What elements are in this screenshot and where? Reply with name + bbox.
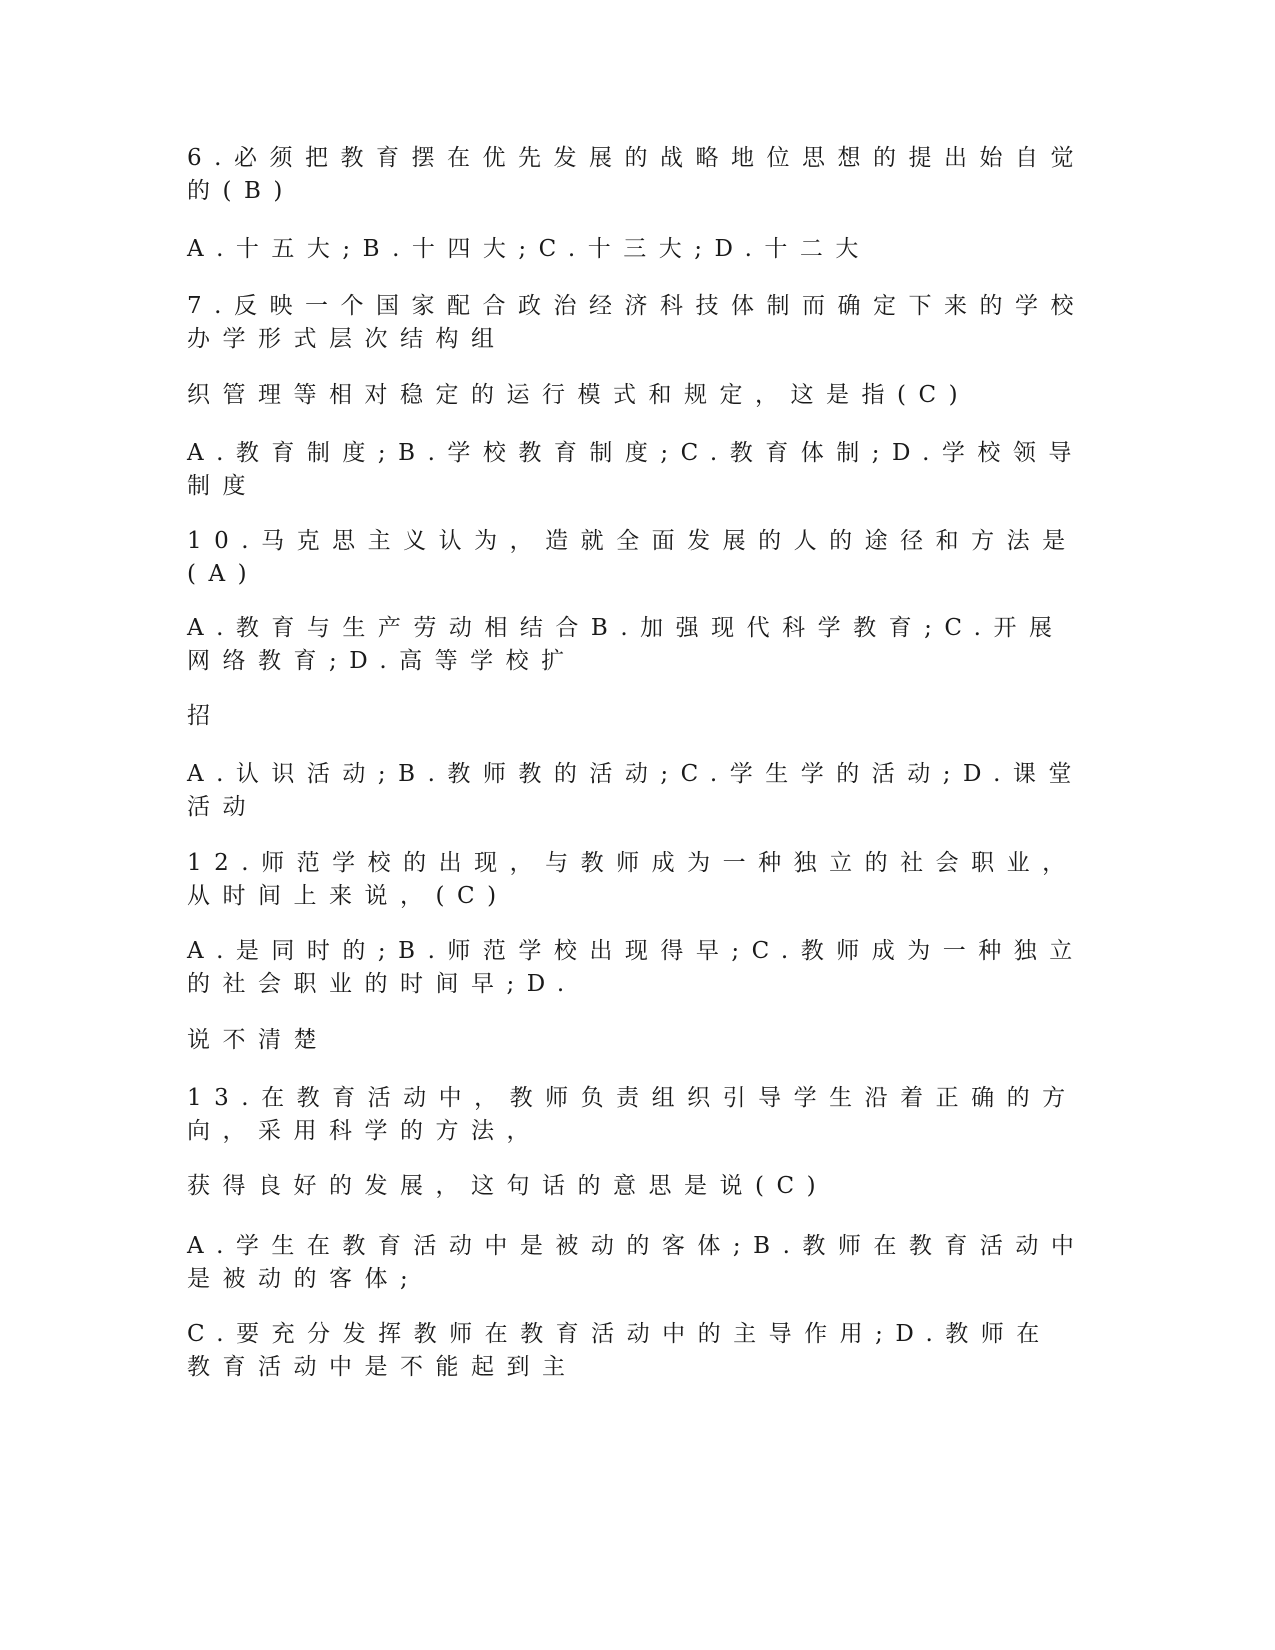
question-7: 7.反映一个国家配合政治经济科技体制而确定下来的学校办学形式层次结构组 xyxy=(187,293,1086,352)
options-10: A.教育与生产劳动相结合B.加强现代科学教育;C.开展网络教育;D.高等学校扩 xyxy=(187,615,1065,674)
options-12-continued: 说不清楚 xyxy=(187,1027,329,1053)
options-13-c-d: C.要充分发挥教师在教育活动中的主导作用;D.教师在教育活动中是不能起到主 xyxy=(187,1321,1052,1380)
question-12: 12.师范学校的出现，与教师成为一种独立的社会职业，从时间上来说，(C) xyxy=(187,850,1078,909)
options-12: A.是同时的;B.师范学校出现得早;C.教师成为一种独立的社会职业的时间早;D. xyxy=(187,938,1085,997)
options-10-continued: 招 xyxy=(187,703,223,729)
question-10: 10.马克思主义认为，造就全面发展的人的途径和方法是(A) xyxy=(187,528,1078,587)
options-7: A.教育制度;B.学校教育制度;C.教育体制;D.学校领导制度 xyxy=(187,440,1084,499)
question-7-continued: 织管理等相对稳定的运行模式和规定，这是指(C) xyxy=(187,382,971,408)
options-11: A.认识活动;B.教师教的活动;C.学生学的活动;D.课堂活动 xyxy=(187,761,1084,820)
question-6: 6.必须把教育摆在优先发展的战略地位思想的提出始自觉的(B) xyxy=(187,145,1086,204)
question-13: 13.在教育活动中，教师负责组织引导学生沿着正确的方向，采用科学的方法， xyxy=(187,1085,1078,1144)
options-13-a-b: A.学生在教育活动中是被动的客体;B.教师在教育活动中是被动的客体; xyxy=(187,1233,1087,1292)
question-13-continued: 获得良好的发展，这句话的意思是说(C) xyxy=(187,1173,829,1199)
options-6: A.十五大;B.十四大;C.十三大;D.十二大 xyxy=(187,236,871,262)
